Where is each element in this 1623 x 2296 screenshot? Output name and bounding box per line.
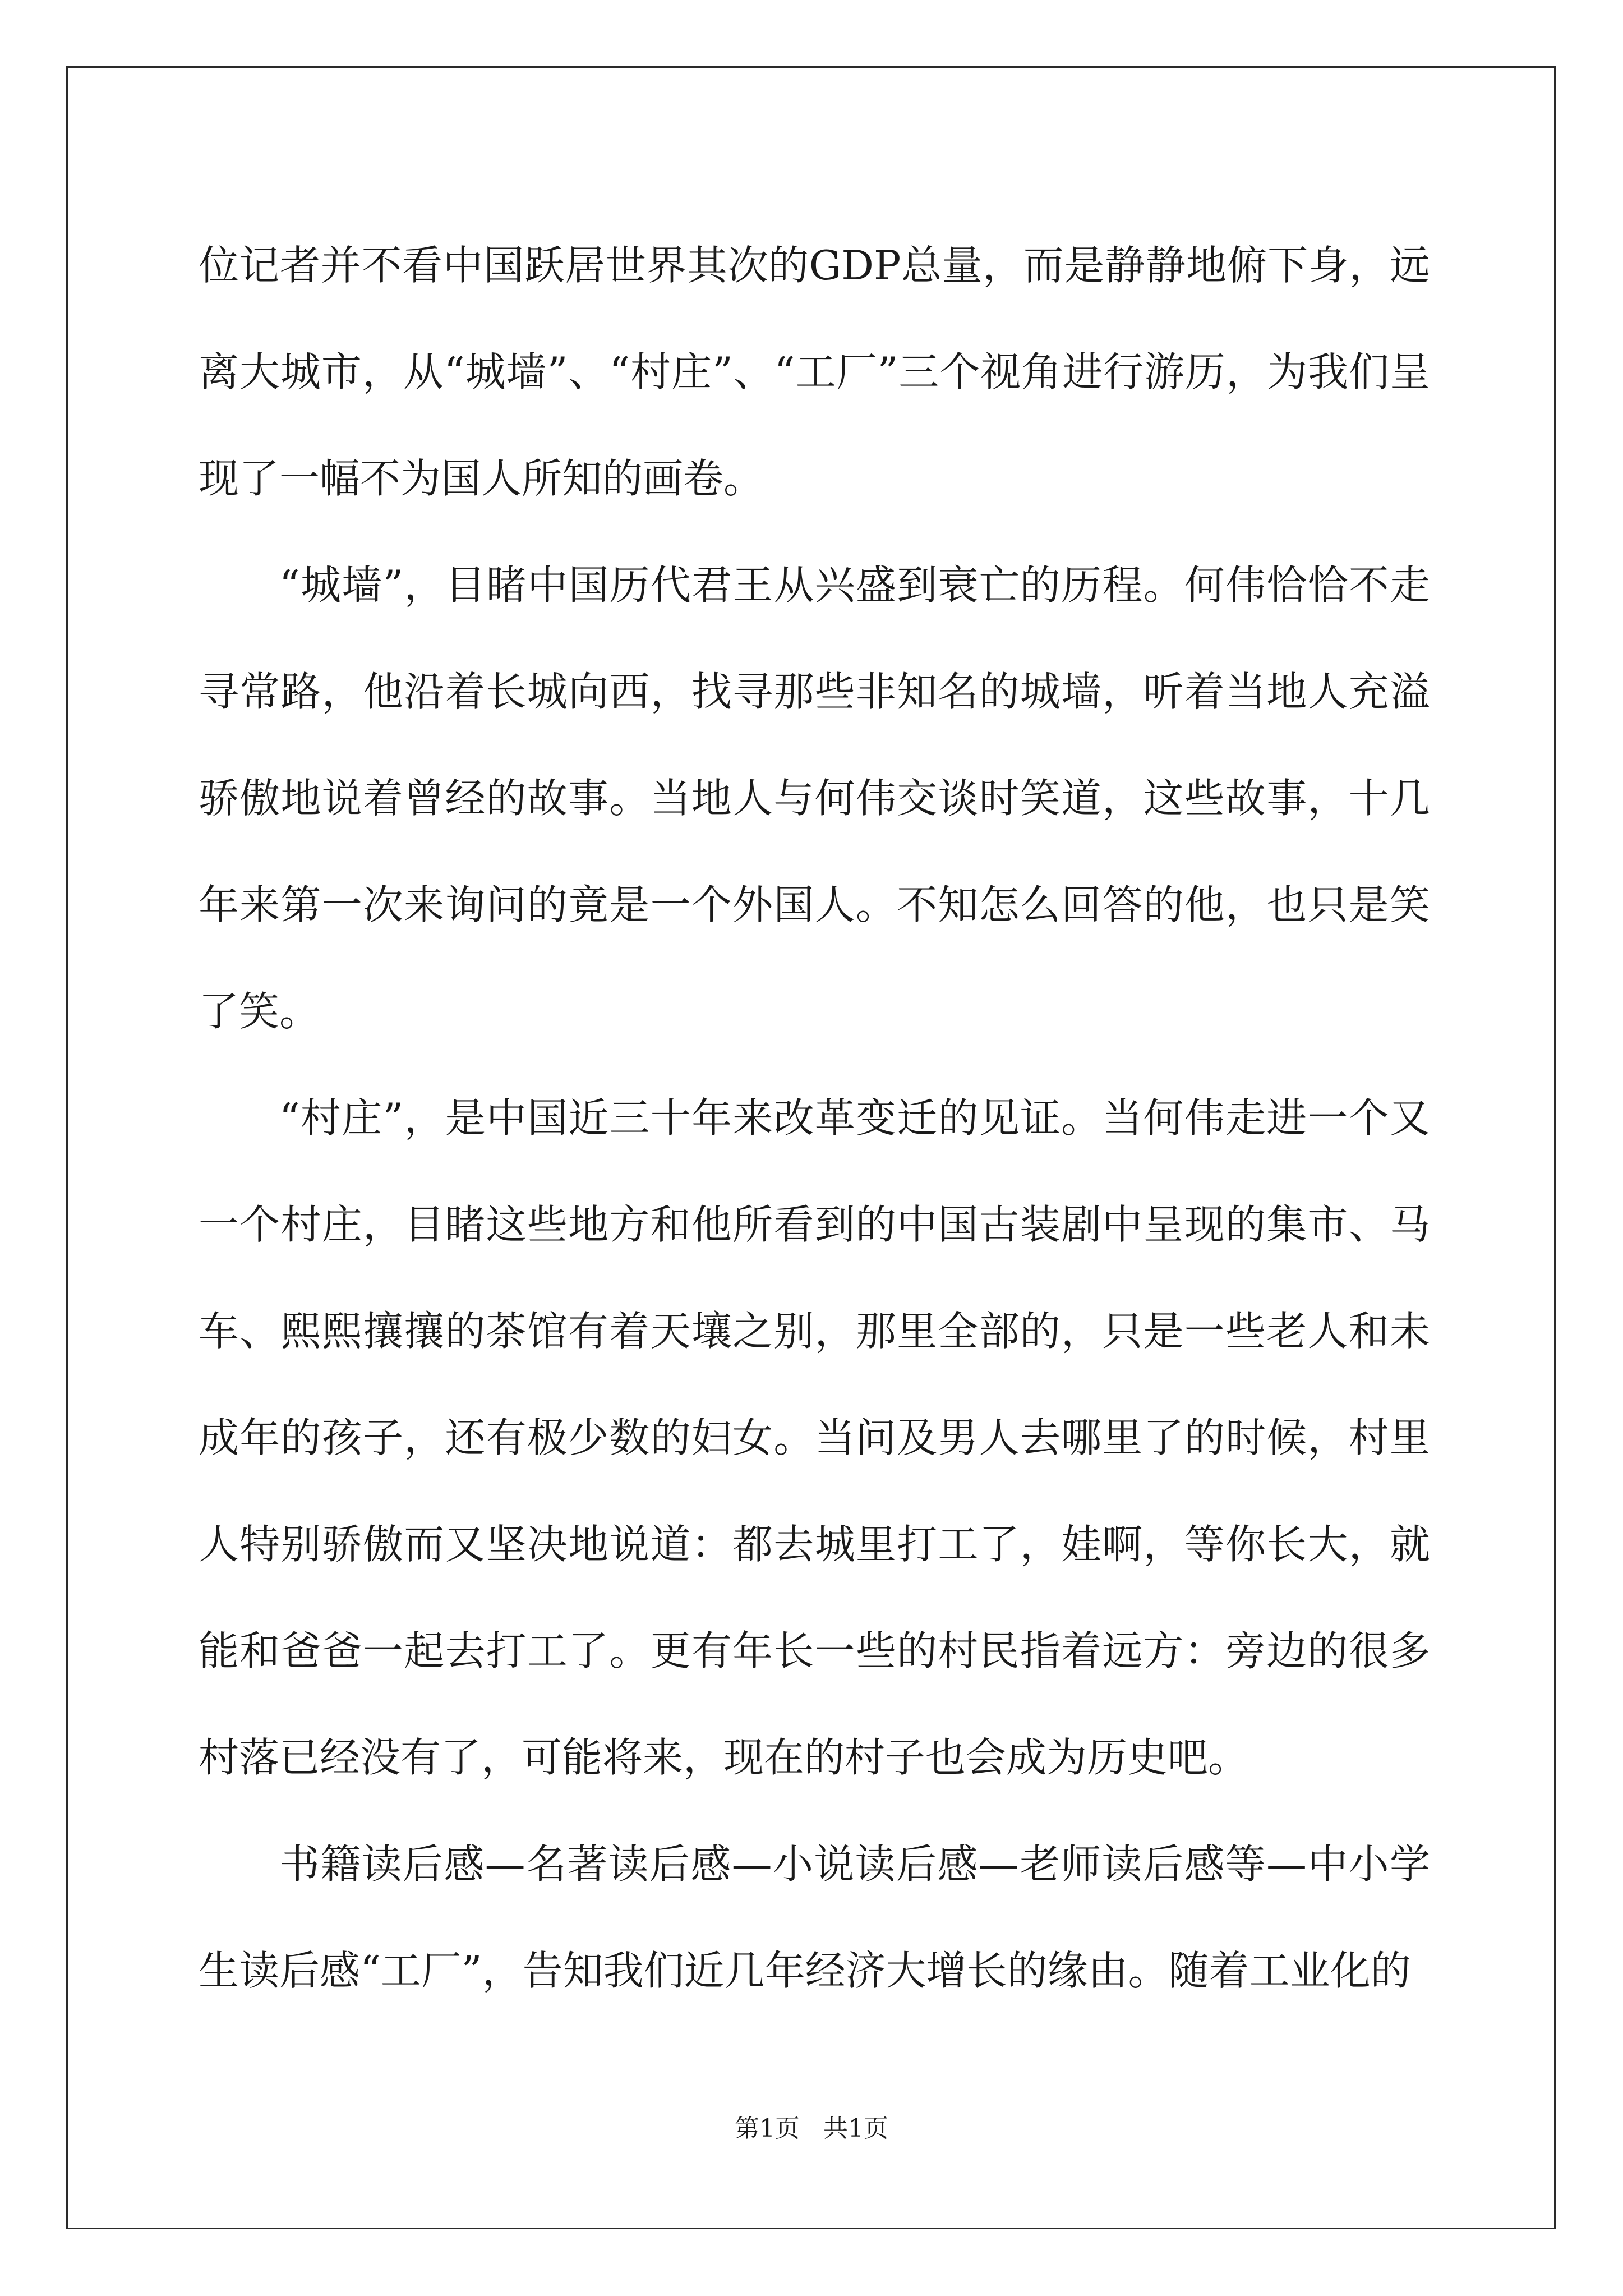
paragraph-2: “城墙”，目睹中国历代君王从兴盛到衰亡的历程。何伟恰恰不走寻常路，他沿着长城向西，找寻那些非知名的城墙，听着当地人充溢骄傲地说着曾经的故事。当地人与何伟交谈时笑道，这些故事，十几年来第一次来询问的竟是一个外国人。不知怎么回答的他，也只是笑了笑。 (199, 562, 1430, 1035)
document-body (199, 212, 1430, 2024)
paragraph-1: 位记者并不看中国跃居世界其次的GDP总量，而是静静地俯下身，远离大城市，从“城墙”、“村庄”、“工厂”三个视角进行游历，为我们呈现了一幅不为国人所知的画卷。 (199, 242, 1430, 502)
page-footer: 第1页 共1页 (735, 2114, 888, 2143)
paragraph-4: 书籍读后感—名著读后感—小说读后感—老师读后感等—中小学生读后感“工厂”，告知我们近几年经济大增长的缘由。随着工业化的 (199, 1841, 1430, 1994)
paragraph-3: “村庄”，是中国近三十年来改革变迁的见证。当何伟走进一个又一个村庄，目睹这些地方和他所看到的中国古装剧中呈现的集市、马车、熙熙攘攘的茶馆有着天壤之别，那里全部的，只是一些老人和未成年的孩子，还有极少数的妇女。当问及男人去哪里了的时候，村里人特别骄傲而又坚决地说道：都去城里打工了，娃啊，等你长大，就能和爸爸一起去打工了。更有年长一些的村民指着远方：旁边的很多村落已经没有了，可能将来，现在的村子也会成为历史吧。 (199, 1094, 1430, 1781)
